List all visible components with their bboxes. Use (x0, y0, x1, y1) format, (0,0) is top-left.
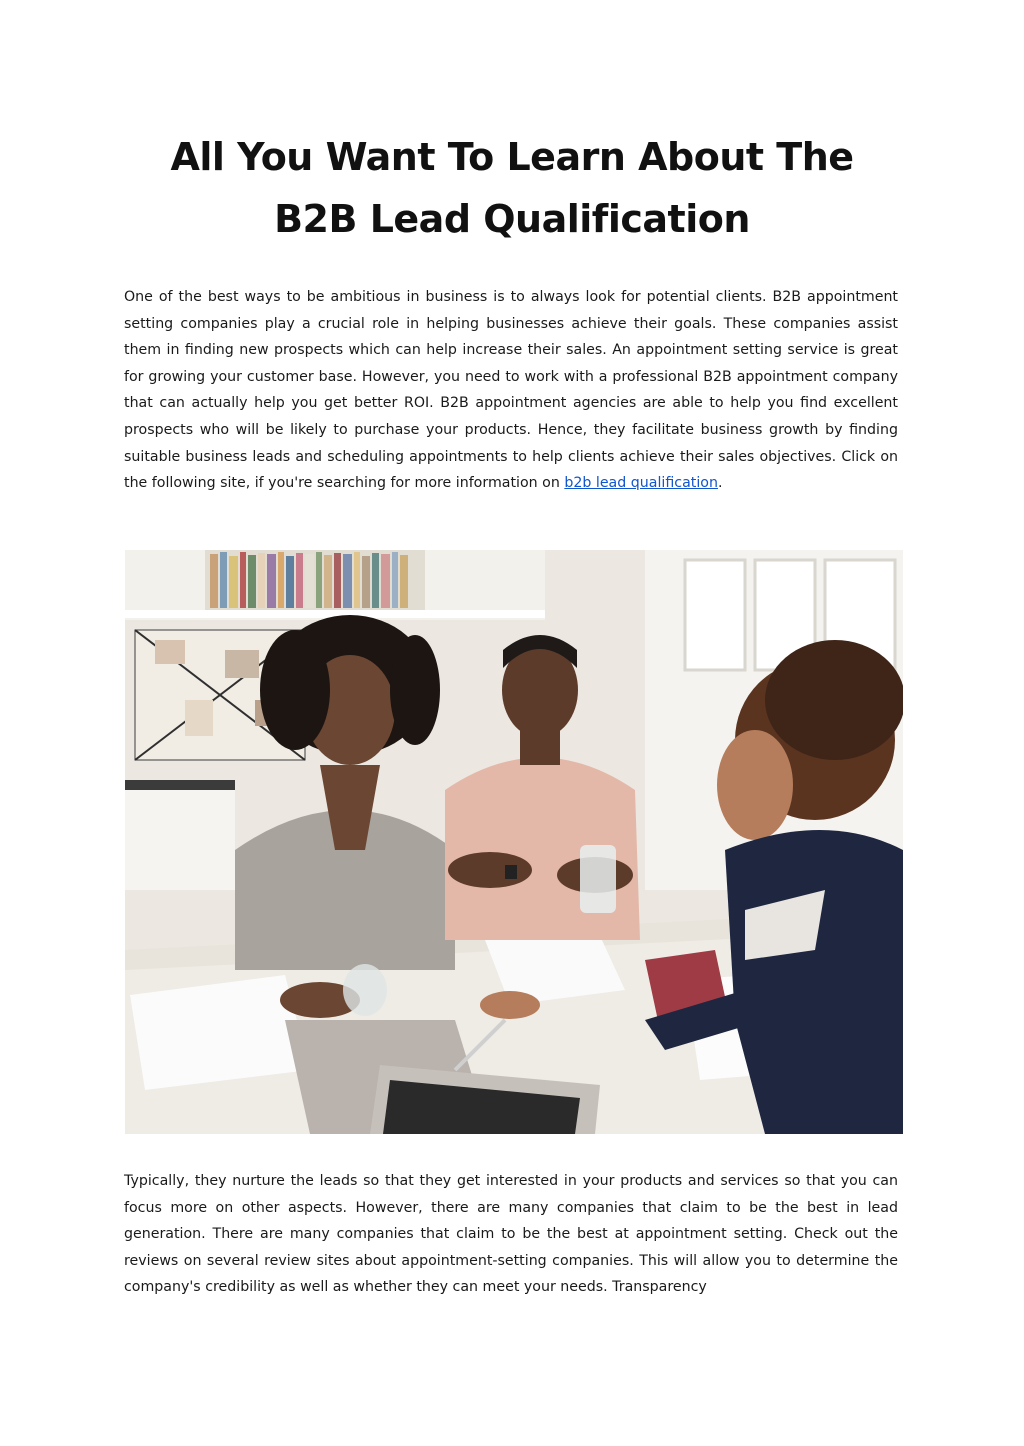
body-paragraph: Typically, they nurture the leads so that they get interested in your products and services so that you can focus more on other aspects. However, there are many companies that claim to be the best in lead generation. There are many companies that claim to be the best at appointment setting. Check out the reviews on several review sites about appointment-setting companies. This will allow you to determine the company's credibility as well as whether they can meet your needs. Transparency (124, 1173, 898, 1296)
page-title: All You Want To Learn About The B2B Lead Qualification (170, 135, 854, 241)
intro-paragraph (124, 284, 898, 497)
meeting-photo-illustration (125, 550, 903, 1134)
intro-paragraph-text: One of the best ways to be ambitious in business is to always look for potential clients. B2B appointment setting companies play a crucial role in helping businesses achieve their goals. These companies assist them in finding new prospects which can help increase their sales. An appointment setting service is great for growing your customer base. However, you need to work with a professional B2B appointment company that can actually help you get better ROI. B2B appointment agencies are able to help you find excellent prospects who will be likely to purchase your products. Hence, they facilitate business growth by finding suitable business leads and scheduling appointments to help clients achieve their sales objectives. Click on the following site, if you're searching for more information on (124, 289, 898, 492)
b2b-lead-qualification-link[interactable]: b2b lead qualification (564, 475, 718, 492)
intro-paragraph-end: . (717, 475, 723, 492)
meeting-photo (125, 550, 903, 1134)
